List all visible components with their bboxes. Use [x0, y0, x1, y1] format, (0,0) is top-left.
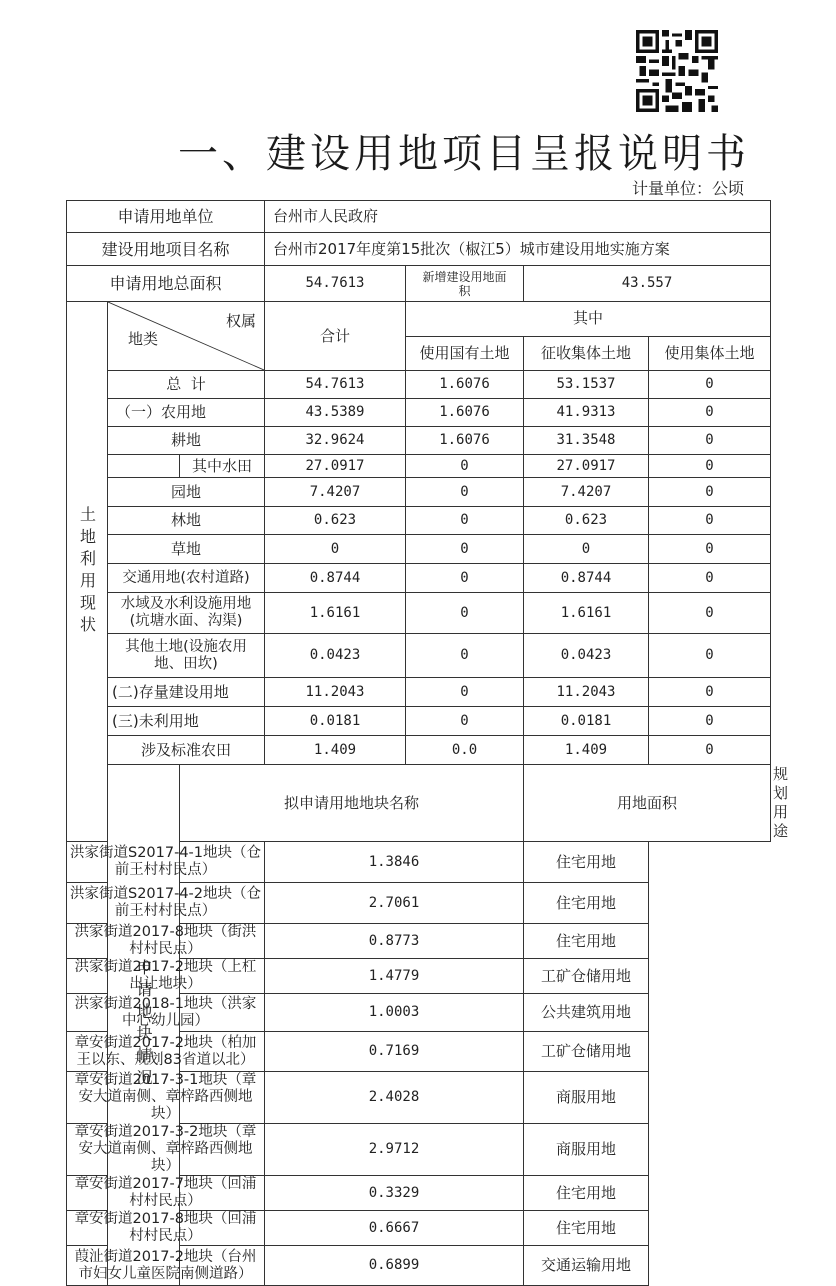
cell-collective: 0: [649, 399, 771, 427]
parcel-area: 0.6899: [265, 1246, 524, 1286]
parcel-row: [67, 1176, 771, 1211]
col-state-header: 使用国有土地: [406, 336, 524, 371]
table-row: [67, 455, 771, 478]
parcel-area: 2.7061: [265, 883, 524, 924]
cell-collective: 0: [649, 455, 771, 478]
cell-state: 0.0: [406, 736, 524, 765]
cell-collective: 0: [649, 736, 771, 765]
parcels-header-row: 申请地块情况 拟申请用地地块名称 用地面积 规划用途: [67, 765, 771, 842]
landtype-label: 地类: [128, 330, 159, 348]
landuse-header-row: [67, 302, 771, 337]
parcel-row: [67, 924, 771, 959]
cell-total: 0.8744: [265, 564, 406, 593]
parcels-section-label: 申请地块情况: [108, 765, 180, 1286]
parcel-use: 住宅用地: [524, 1176, 649, 1211]
cell-total: 54.7613: [265, 371, 406, 399]
parcel-name: 章安街道2017-2地块（柏加王以东、规划83省道以北）: [67, 1032, 265, 1072]
parcel-area: 1.4779: [265, 959, 524, 994]
col-collective-header: 使用集体土地: [649, 336, 771, 371]
blank-cell: [108, 455, 180, 478]
table-row: [67, 507, 771, 535]
table-row: [67, 707, 771, 736]
qr-code-icon: [636, 22, 718, 120]
parcel-use: 商服用地: [524, 1124, 649, 1176]
row-label: 涉及标准农田: [108, 736, 265, 765]
cell-collect: 0: [524, 535, 649, 564]
new-area-label: 新增建设用地面积: [406, 266, 524, 302]
cell-total: 32.9624: [265, 427, 406, 455]
parcel-name: 章安街道2017-7地块（回浦村村民点）: [67, 1176, 265, 1211]
col-area-header: 用地面积: [524, 765, 771, 842]
cell-collective: 0: [649, 707, 771, 736]
col-name-header: 拟申请用地地块名称: [180, 765, 524, 842]
cell-collective: 0: [649, 371, 771, 399]
parcel-use: 住宅用地: [524, 842, 649, 883]
parcel-use: 交通运输用地: [524, 1246, 649, 1286]
document-title: 一、建设用地项目呈报说明书: [178, 131, 750, 177]
row-label: 水域及水利设施用地(坑塘水面、沟渠): [108, 593, 265, 634]
cell-collect: 0.0423: [524, 634, 649, 678]
applicant-row: [67, 201, 771, 233]
cell-collective: 0: [649, 478, 771, 507]
parcel-use: 住宅用地: [524, 883, 649, 924]
cell-collective: 0: [649, 535, 771, 564]
table-row: [67, 427, 771, 455]
parcel-name: 洪家街道2018-1地块（洪家中心幼儿园）: [67, 994, 265, 1032]
cell-total: 1.409: [265, 736, 406, 765]
cell-total: 1.6161: [265, 593, 406, 634]
new-area-value: 43.557: [524, 266, 771, 302]
cell-total: 27.0917: [265, 455, 406, 478]
cell-state: 0: [406, 564, 524, 593]
parcel-area: 2.4028: [265, 1072, 524, 1124]
cell-total: 0.0181: [265, 707, 406, 736]
row-label: 交通用地(农村道路): [108, 564, 265, 593]
cell-total: 43.5389: [265, 399, 406, 427]
parcel-use: 商服用地: [524, 1072, 649, 1124]
parcel-area: 0.8773: [265, 924, 524, 959]
parcel-row: [67, 994, 771, 1032]
parcel-row: [67, 1124, 771, 1176]
cell-state: 0: [406, 455, 524, 478]
row-label: (二)存量建设用地: [108, 678, 265, 707]
cell-collect: 41.9313: [524, 399, 649, 427]
col-group-header: 其中: [406, 302, 771, 337]
parcel-name: 葭沚街道2017-2地块（台州市妇女儿童医院南侧道路）: [67, 1246, 265, 1286]
cell-state: 1.6076: [406, 427, 524, 455]
col-total-header: 合计: [265, 302, 406, 371]
table-row: [67, 736, 771, 765]
table-row: [67, 593, 771, 634]
parcel-use: 工矿仓储用地: [524, 959, 649, 994]
parcel-row: [67, 1246, 771, 1286]
row-label: 林地: [108, 507, 265, 535]
parcel-use: 住宅用地: [524, 1211, 649, 1246]
cell-collect: 0.8744: [524, 564, 649, 593]
parcel-row: [67, 959, 771, 994]
cell-collect: 31.3548: [524, 427, 649, 455]
row-label: 园地: [108, 478, 265, 507]
parcel-name: 章安街道2017-3-2地块（章安大道南侧、章梓路西侧地块）: [67, 1124, 265, 1176]
applicant-value: 台州市人民政府: [265, 201, 771, 233]
parcel-area: 0.6667: [265, 1211, 524, 1246]
row-label: 其中水田: [180, 455, 265, 478]
cell-collective: 0: [649, 593, 771, 634]
parcel-use: 住宅用地: [524, 924, 649, 959]
cell-state: 0: [406, 634, 524, 678]
parcel-area: 0.3329: [265, 1176, 524, 1211]
cell-state: 0: [406, 507, 524, 535]
cell-state: 0: [406, 707, 524, 736]
parcel-name: 章安街道2017-8地块（回浦村村民点）: [67, 1211, 265, 1246]
row-label: （一）农用地: [108, 399, 265, 427]
cell-collect: 0.623: [524, 507, 649, 535]
cell-collective: 0: [649, 678, 771, 707]
parcel-area: 2.9712: [265, 1124, 524, 1176]
unit-label: 计量单位：公顷: [631, 179, 744, 198]
parcel-name: 洪家街道S2017-4-1地块（仓前王村村民点）: [67, 842, 265, 883]
parcel-area: 1.3846: [265, 842, 524, 883]
parcel-row: [67, 1211, 771, 1246]
table-row: [67, 478, 771, 507]
cell-collect: 11.2043: [524, 678, 649, 707]
cell-collective: 0: [649, 507, 771, 535]
cell-collect: 53.1537: [524, 371, 649, 399]
parcel-use: 公共建筑用地: [524, 994, 649, 1032]
area-row: [67, 266, 771, 302]
landuse-section-label: 土地利用现状: [67, 302, 108, 842]
cell-state: 1.6076: [406, 399, 524, 427]
cell-collect: 1.6161: [524, 593, 649, 634]
cell-state: 1.6076: [406, 371, 524, 399]
table-row: [67, 564, 771, 593]
cell-collect: 7.4207: [524, 478, 649, 507]
total-area-value: 54.7613: [265, 266, 406, 302]
cell-total: 11.2043: [265, 678, 406, 707]
parcel-use: 工矿仓储用地: [524, 1032, 649, 1072]
cell-collect: 0.0181: [524, 707, 649, 736]
parcel-row: [67, 883, 771, 924]
parcel-name: 洪家街道S2017-4-2地块（仓前王村村民点）: [67, 883, 265, 924]
parcel-row: [67, 1072, 771, 1124]
parcel-name: 章安街道2017-3-1地块（章安大道南侧、章梓路西侧地块）: [67, 1072, 265, 1124]
land-use-table: [66, 200, 789, 1286]
cell-total: 0.0423: [265, 634, 406, 678]
table-row: [67, 535, 771, 564]
cell-state: 0: [406, 678, 524, 707]
parcel-name: 洪家街道2017-2地块（上杠出让地块）: [67, 959, 265, 994]
total-area-label: 申请用地总面积: [67, 266, 265, 302]
parcel-row: [67, 842, 771, 883]
parcel-area: 1.0003: [265, 994, 524, 1032]
parcel-name: 洪家街道2017-8地块（街洪村村民点）: [67, 924, 265, 959]
cell-state: 0: [406, 535, 524, 564]
cell-total: 7.4207: [265, 478, 406, 507]
project-label: 建设用地项目名称: [67, 233, 265, 266]
table-row: [67, 371, 771, 399]
applicant-label: 申请用地单位: [67, 201, 265, 233]
ownership-label: 权属: [225, 312, 256, 330]
diagonal-header-cell: [108, 302, 265, 371]
col-collect-header: 征收集体土地: [524, 336, 649, 371]
cell-total: 0: [265, 535, 406, 564]
cell-collect: 1.409: [524, 736, 649, 765]
cell-total: 0.623: [265, 507, 406, 535]
table-row: [67, 634, 771, 678]
parcel-area: 0.7169: [265, 1032, 524, 1072]
table-row: [67, 399, 771, 427]
cell-collect: 27.0917: [524, 455, 649, 478]
project-value: 台州市2017年度第15批次（椒江5）城市建设用地实施方案: [265, 233, 771, 266]
cell-state: 0: [406, 478, 524, 507]
row-label: 草地: [108, 535, 265, 564]
project-row: [67, 233, 771, 266]
row-label: 耕地: [108, 427, 265, 455]
cell-collective: 0: [649, 634, 771, 678]
row-label: 其他土地(设施农用地、田坎): [108, 634, 265, 678]
table-row: [67, 678, 771, 707]
cell-collective: 0: [649, 564, 771, 593]
row-label: (三)未利用地: [108, 707, 265, 736]
cell-state: 0: [406, 593, 524, 634]
parcel-row: [67, 1032, 771, 1072]
cell-collective: 0: [649, 427, 771, 455]
row-label: 总 计: [108, 371, 265, 399]
